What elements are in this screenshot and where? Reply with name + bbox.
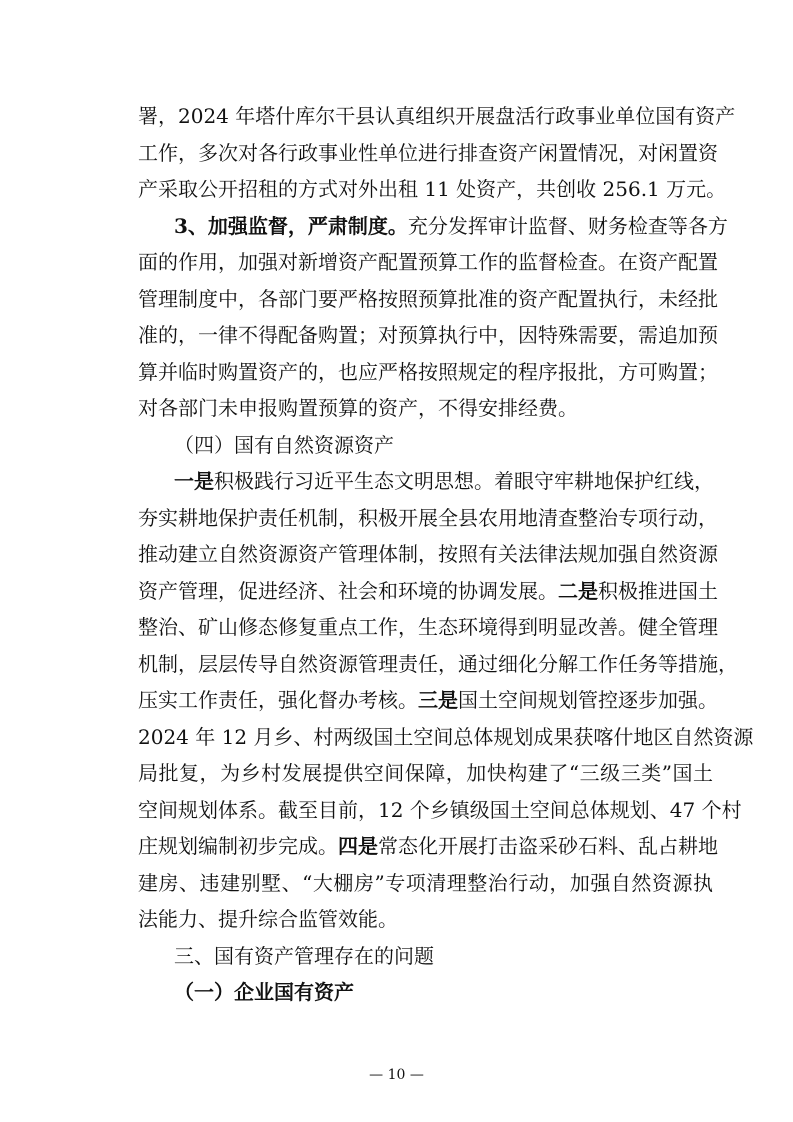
paragraph-line: 整治、矿山修态修复重点工作，生态环境得到明显改善。健全管理: [138, 615, 718, 639]
bold-lead: 一是: [174, 469, 214, 493]
text-run: 庄规划编制初步完成。: [138, 834, 338, 858]
paragraph-line: 2024 年 12 月乡、村两级国土空间总体规划成果获喀什地区自然资源: [138, 724, 754, 749]
paragraph-line: [138, 573, 718, 610]
paragraph-line: 管理制度中，各部门要严格按照预算批准的资产配置执行，未经批: [138, 286, 718, 311]
paragraph-line: 局批复，为乡村发展提供空间保障，加快构建了“三级三类”国土: [138, 761, 713, 785]
paragraph-line: 空间规划体系。截至目前，12 个乡镇级国土空间总体规划、47 个村: [138, 797, 742, 822]
bold-lead: 四是: [338, 834, 378, 858]
section-heading: 三、国有资产管理存在的问题: [174, 943, 434, 968]
paragraph-line: 算并临时购置资产的，也应严格按照规定的程序报批，方可购置；: [138, 359, 718, 384]
page-number: — 10 —: [369, 1067, 424, 1083]
text-run: 积极践行习近平生态文明思想。着眼守牢耕地保护红线，: [214, 469, 714, 493]
paragraph-line: [138, 828, 718, 865]
paragraph-line: 建房、违建别墅、“大棚房”专项清理整治行动，加强自然资源执: [138, 870, 713, 895]
text-run: 常态化开展打击盗采砂石料、乱占耕地: [378, 834, 718, 858]
section-heading: （四）国有自然资源资产: [174, 432, 394, 457]
paragraph-line: 署，2024 年塔什库尔干县认真组织开展盘活行政事业单位国有资产: [138, 104, 736, 128]
paragraph-line: 机制，层层传导自然资源管理责任，通过细化分解工作任务等措施，: [138, 651, 738, 676]
text-run: 积极推进国土: [598, 578, 718, 603]
paragraph-line: [138, 463, 713, 500]
text-run: 资产管理，促进经济、社会和环境的协调发展。: [138, 578, 558, 603]
paragraph-line: 推动建立自然资源资产管理体制，按照有关法律法规加强自然资源: [138, 542, 718, 566]
bold-lead: 三是: [418, 688, 458, 712]
subsection-heading: （一）企业国有资产: [174, 980, 354, 1004]
bold-lead: 3、加强监督，严肃制度。: [174, 213, 408, 238]
paragraph-line: 对各部门未申报购置预算的资产，不得安排经费。: [138, 396, 578, 420]
paragraph-line: 工作，多次对各行政事业性单位进行排查资产闲置情况，对闲置资: [138, 140, 718, 165]
document-body: [138, 98, 754, 1011]
bold-lead: 二是: [558, 578, 598, 603]
paragraph-line: 法能力、提升综合监管效能。: [138, 907, 398, 931]
paragraph-line: 准的，一律不得配备购置；对预算执行中，因特殊需要，需追加预: [138, 323, 718, 347]
text-run: 充分发挥审计监督、财务检查等各方: [407, 213, 728, 238]
text-run: 压实工作责任，强化督办考核。: [138, 688, 418, 712]
paragraph-line: 产采取公开招租的方式对外出租 11 处资产，共创收 256.1 万元。: [138, 177, 727, 201]
text-run: 国土空间规划管控逐步加强。: [458, 688, 718, 712]
paragraph-line: 夯实耕地保护责任机制，积极开展全县农用地清查整治专项行动，: [138, 505, 718, 530]
paragraph-line: [138, 208, 728, 245]
paragraph-line: 面的作用，加强对新增资产配置预算工作的监督检查。在资产配置: [138, 250, 718, 274]
paragraph-line: [138, 682, 718, 719]
